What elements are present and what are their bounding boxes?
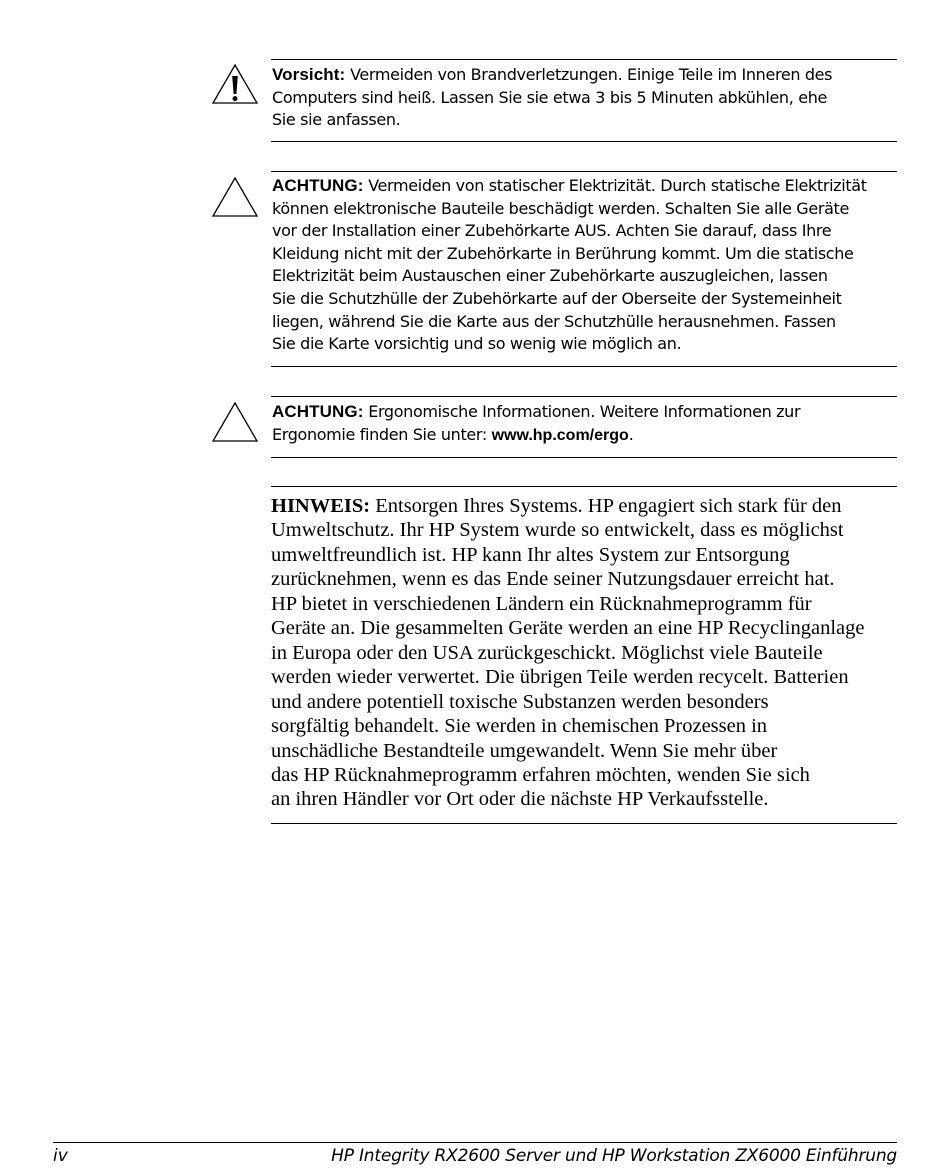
notice-label: Vorsicht:: [272, 65, 346, 84]
notice-bottom-rule: [271, 457, 897, 458]
notice-text-line: können elektronische Bauteile beschädigt werden. Schalten Sie alle Geräte: [272, 198, 849, 218]
note-text-line: werden wieder verwertet. Die übrigen Teile werden recycelt. Batterien: [271, 666, 849, 689]
footer-rule: [53, 1142, 897, 1143]
notice-text-line: Vermeiden von Brandverletzungen. Einige Teile im Inneren des: [350, 65, 833, 84]
note-text-line: in Europa oder den USA zurückgeschickt. Möglichst viele Bauteile: [271, 641, 823, 664]
notice-text-line: Sie sie anfassen.: [272, 110, 401, 130]
notice-text-punct: .: [628, 424, 634, 444]
note-text-line: HP bietet in verschiedenen Ländern ein Rücknahmeprogramm für: [271, 592, 812, 615]
running-footer-title: HP Integrity RX2600 Server und HP Workstation ZX6000 Einführung: [331, 1146, 897, 1166]
notice-top-rule: [271, 59, 897, 60]
page-number: iv: [53, 1146, 68, 1166]
notice-text-line: Sie die Schutzhülle der Zubehörkarte auf der Oberseite der Systemeinheit: [272, 288, 842, 308]
notice-top-rule: [271, 396, 897, 397]
note-label: HINWEIS:: [271, 495, 371, 517]
notice-text-line: liegen, während Sie die Karte aus der Schutzhülle herausnehmen. Fassen: [272, 311, 836, 331]
note-text-line: Umweltschutz. Ihr HP System wurde so entwickelt, dass es möglichst: [271, 519, 844, 542]
ergonomics-link[interactable]: www.hp.com/ergo: [491, 426, 629, 444]
note-text-line: unschädliche Bestandteile umgewandelt. Wenn Sie mehr über: [271, 739, 778, 762]
note-text-line: und andere potentiell toxische Substanzen werden besonders: [271, 690, 769, 713]
caution-triangle-icon: [211, 175, 259, 219]
note-disposal: [271, 494, 899, 812]
notice-text-line: Ergonomie finden Sie unter:: [272, 424, 492, 444]
note-text-line: Geräte an. Die gesammelten Geräte werden an eine HP Recyclinganlage: [271, 617, 865, 640]
notice-text-line: Elektrizität beim Austauschen einer Zubehörkarte auszugleichen, lassen: [272, 266, 828, 286]
notice-bottom-rule: [271, 366, 897, 367]
note-top-rule: [271, 486, 897, 487]
caution-triangle-icon: [211, 400, 259, 444]
notice-text-line: Ergonomische Informationen. Weitere Informationen zur: [368, 402, 801, 421]
note-text-line: das HP Rücknahmeprogramm erfahren möchten, wenden Sie sich: [271, 763, 810, 786]
note-text-line: sorgfältig behandelt. Sie werden in chemischen Prozessen in: [271, 715, 768, 738]
note-text-line: Entsorgen Ihres Systems. HP engagiert sich stark für den: [375, 495, 842, 517]
notice-label: ACHTUNG:: [272, 176, 364, 195]
note-text-line: an ihren Händler vor Ort oder die nächste HP Verkaufsstelle.: [271, 788, 769, 811]
note-text-line: zurücknehmen, wenn es das Ende seiner Nutzungsdauer erreicht hat.: [271, 568, 835, 591]
notice-bottom-rule: [271, 141, 897, 142]
note-text-line: umweltfreundlich ist. HP kann Ihr altes System zur Entsorgung: [271, 543, 790, 566]
notice-text-line: Vermeiden von statischer Elektrizität. Durch statische Elektrizität: [368, 176, 867, 195]
notice-attention-ergonomics: [272, 401, 882, 447]
notice-text-line: Sie die Karte vorsichtig und so wenig wie möglich an.: [272, 334, 682, 354]
warning-exclamation-icon: [211, 62, 259, 106]
notice-text-line: Computers sind heiß. Lassen Sie sie etwa 3 bis 5 Minuten abkühlen, ehe: [272, 87, 827, 107]
notice-caution-burn: [272, 64, 882, 132]
notice-attention-static: [272, 175, 882, 356]
notice-top-rule: [271, 171, 897, 172]
notice-text-line: Kleidung nicht mit der Zubehörkarte in Berührung kommt. Um die statische: [272, 243, 854, 263]
notice-text-line: vor der Installation einer Zubehörkarte AUS. Achten Sie darauf, dass Ihre: [272, 221, 832, 241]
note-bottom-rule: [271, 823, 897, 824]
notice-label: ACHTUNG:: [272, 402, 364, 421]
